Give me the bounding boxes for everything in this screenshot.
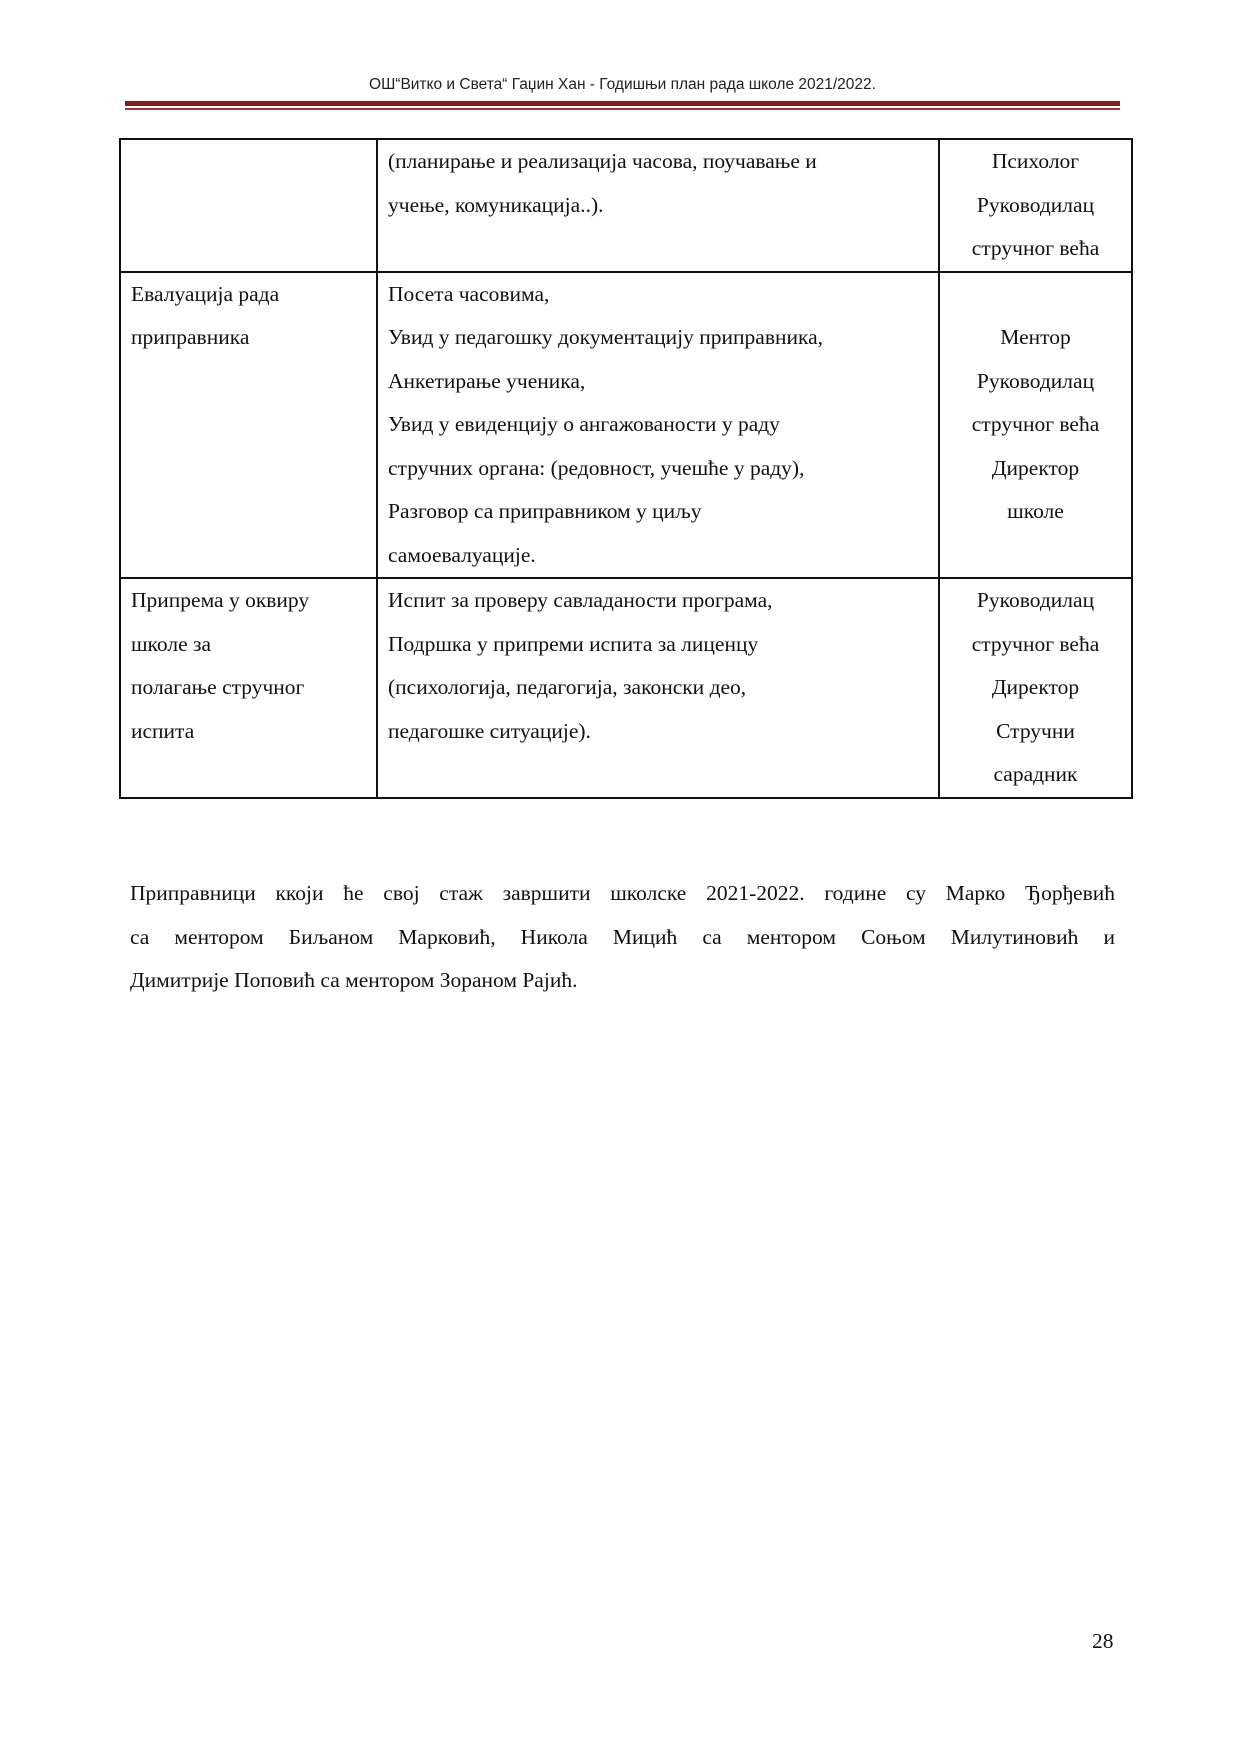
responsible-line: Руководилац xyxy=(976,368,1095,393)
content-line: Посета часовима, xyxy=(388,281,550,306)
content-line: педагошке ситуације). xyxy=(388,718,591,743)
activity-line: школе за xyxy=(131,631,212,656)
table-row xyxy=(120,272,1132,579)
responsible-line: сарадник xyxy=(993,762,1078,786)
content-line: Увид у евиденцију о ангажованости у раду xyxy=(388,412,780,436)
table-row xyxy=(120,139,1132,272)
activity-cell xyxy=(120,578,377,798)
activity-line: полагање стручног xyxy=(131,675,305,699)
content-line: Анкетирање ученика, xyxy=(388,368,586,393)
paragraph-line: са ментором Биљаном Марковић, Никола Мицић са ментором Соњом Милутиновић и xyxy=(130,924,1115,949)
responsible-line: Стручни xyxy=(996,718,1075,743)
activity-line: приправника xyxy=(131,325,250,349)
activity-cell xyxy=(120,272,377,579)
paragraph-line: Приправници ккоји ће свој стаж завршити школске 2021-2022. године су Марко Ђорђевић xyxy=(130,881,1115,905)
content-line: стручних органа: (редовност, учешће у раду), xyxy=(388,455,805,480)
content-line: Подршка у припреми испита за лиценцу xyxy=(388,631,759,656)
content-line: (психологија, педагогија, законски део, xyxy=(388,675,747,699)
table-row xyxy=(120,578,1132,798)
responsible-line: школе xyxy=(1007,499,1064,523)
responsible-line xyxy=(950,273,1121,317)
responsible-line: Директор xyxy=(991,455,1080,480)
activity-line: Евалуација рада xyxy=(131,281,280,306)
content-line: Разговор са приправником у циљу xyxy=(388,499,702,523)
responsible-line: Директор xyxy=(991,675,1080,699)
content-cell xyxy=(377,272,939,579)
page-header: ОШ“Витко и Света“ Гаџин Хан - Годишњи план рада школе 2021/2022. xyxy=(369,76,876,93)
paragraph-line: Димитрије Поповић са ментором Зораном Рајић. xyxy=(130,968,578,992)
content-line: Увид у педагошку документацију приправника, xyxy=(388,325,824,349)
responsible-line: стручног већа xyxy=(971,412,1100,436)
content-line: учење, комуникација..). xyxy=(388,192,604,217)
content-line: Испит за проверу савладаности програма, xyxy=(388,588,773,612)
responsible-cell xyxy=(939,139,1132,272)
content-line: (планирање и реализација часова, поучавање и xyxy=(388,149,817,173)
content-cell xyxy=(377,578,939,798)
responsible-line: Руководилац xyxy=(976,588,1095,612)
header-rule-thick xyxy=(125,101,1120,106)
responsible-cell xyxy=(939,578,1132,798)
activity-line: испита xyxy=(131,718,195,743)
page-number: 28 xyxy=(1092,1629,1114,1653)
responsible-line: Психолог xyxy=(991,149,1080,173)
responsible-line: Руководилац xyxy=(976,192,1095,217)
responsible-cell xyxy=(939,272,1132,579)
responsible-line: Ментор xyxy=(1000,325,1071,349)
body-paragraph xyxy=(130,872,1115,1003)
activity-cell xyxy=(120,139,377,272)
content-line: самоевалуације. xyxy=(388,542,536,567)
plan-table xyxy=(119,138,1133,799)
responsible-line: стручног већа xyxy=(971,631,1100,656)
responsible-line: стручног већа xyxy=(971,236,1100,260)
activity-line: Припрема у оквиру xyxy=(131,588,310,612)
content-cell xyxy=(377,139,939,272)
header-rule-thin xyxy=(125,108,1120,110)
